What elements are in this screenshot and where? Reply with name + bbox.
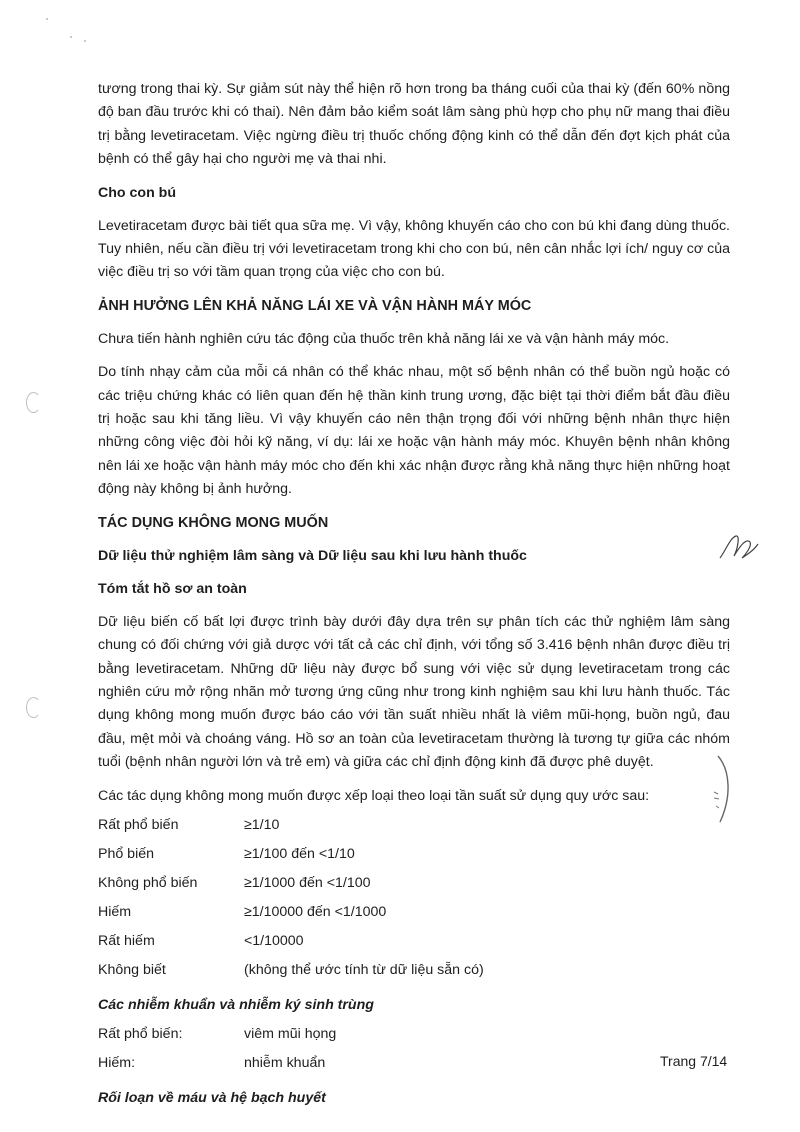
scan-speck: [46, 18, 48, 20]
frequency-table: [98, 814, 730, 988]
paragraph-pregnancy: tương trong thai kỳ. Sự giảm sút này thể hiện rõ hơn trong ba tháng cuối của thai kỳ (đến 60% nồng độ ban đầu trước khi có thai). Nên đảm bảo kiểm soát lâm sàng phù hợp cho phụ nữ mang thai điều trị bằng levetiracetam. Việc ngừng điều trị thuốc chống động kinh có thể dẫn đến đợt kịch phát của bệnh có thể gây hại cho người mẹ và thai nhi.: [98, 81, 730, 168]
infections-table: [98, 1023, 730, 1081]
table-row: [98, 1023, 730, 1052]
heading-blood-disorders: Rối loạn về máu và hệ bạch huyết: [98, 1089, 326, 1106]
frequency-range: ≥1/10: [244, 816, 280, 833]
frequency-range: (không thể ước tính từ dữ liệu sẵn có): [244, 961, 484, 978]
table-row: [98, 1052, 730, 1081]
paragraph-breastfeeding: Levetiracetam được bài tiết qua sữa mẹ. Vì vậy, không khuyến cáo cho con bú khi đang dùng thuốc. Tuy nhiên, nếu cần điều trị với levetiracetam trong khi cho con bú, nên cân nhắc lợi ích/ nguy cơ của việc điều trị so với tầm quan trọng của việc cho con bú.: [98, 217, 730, 281]
table-row: [98, 959, 730, 988]
paragraph-frequency-intro: Các tác dụng không mong muốn được xếp loại theo loại tần suất sử dụng quy ước sau:: [98, 787, 650, 804]
scan-speck: [70, 36, 72, 38]
adverse-effect: viêm mũi họng: [244, 1025, 337, 1042]
frequency-term: Không biết: [98, 961, 166, 978]
table-row: [98, 901, 730, 930]
frequency-range: ≥1/10000 đến <1/1000: [244, 903, 387, 920]
heading-breastfeeding: Cho con bú: [98, 184, 177, 201]
heading-driving: ẢNH HƯỞNG LÊN KHẢ NĂNG LÁI XE VÀ VẬN HÀNH MÁY MÓC: [98, 297, 532, 314]
paragraph-driving-2: Do tính nhạy cảm của mỗi cá nhân có thể khác nhau, một số bệnh nhân có thể buồn ngủ hoặc có các triệu chứng khác có liên quan đến hệ thần kinh trung ương, đặc biệt tại thời điểm bắt đầu điều trị hoặc sau khi tăng liều. Vì vậy khuyến cáo nên thận trọng đối với những bệnh nhân thực hiện những công việc đòi hỏi kỹ năng, ví dụ: lái xe hoặc vận hành máy móc. Khuyên bệnh nhân không nên lái xe hoặc vận hành máy móc cho đến khi xác nhận được rằng khả năng thực hiện những hoạt động này không bị ảnh hưởng.: [98, 364, 730, 498]
heading-clinical-data: Dữ liệu thử nghiệm lâm sàng và Dữ liệu sau khi lưu hành thuốc: [98, 547, 527, 564]
page-number: Trang 7/14: [660, 1053, 728, 1069]
paragraph-driving-1: Chưa tiến hành nghiên cứu tác động của thuốc trên khả năng lái xe và vận hành máy móc.: [98, 330, 670, 347]
heading-infections: Các nhiễm khuẩn và nhiễm ký sinh trùng: [98, 996, 374, 1013]
frequency-term: Không phổ biến: [98, 874, 198, 891]
frequency-term: Rất phổ biến:: [98, 1025, 183, 1042]
paragraph-safety-summary: Dữ liệu biến cố bất lợi được trình bày dưới đây dựa trên sự phân tích các thử nghiệm lâm sàng chung có đối chứng với giả dược với tất cả các chỉ định, với tổng số 3.416 bệnh nhân được điều trị bằng levetiracetam. Những dữ liệu này được bổ sung với việc sử dụng levetiracetam trong các nghiên cứu mở rộng nhãn mở tương ứng cũng như trong kinh nghiệm sau khi lưu hành thuốc. Tác dụng không mong muốn được báo cáo với tần suất nhiều nhất là viêm mũi-họng, buồn ngủ, đau đầu, mệt mỏi và choáng váng. Hồ sơ an toàn của levetiracetam thường là tương tự giữa các nhóm tuổi (bệnh nhân người lớn và trẻ em) và giữa các chỉ định động kinh đã được phê duyệt.: [98, 613, 730, 771]
table-row: [98, 930, 730, 959]
binder-hole-icon: [26, 697, 41, 718]
binder-hole-icon: [26, 392, 41, 413]
frequency-term: Hiếm: [98, 903, 132, 920]
page-content: [98, 78, 730, 1120]
frequency-term: Hiếm:: [98, 1054, 136, 1071]
frequency-range: ≥1/100 đến <1/10: [244, 845, 355, 862]
frequency-range: <1/10000: [244, 932, 304, 949]
heading-safety-summary: Tóm tắt hồ sơ an toàn: [98, 580, 247, 597]
table-row: [98, 843, 730, 872]
frequency-term: Rất hiếm: [98, 932, 155, 949]
table-row: [98, 872, 730, 901]
table-row: [98, 814, 730, 843]
heading-adverse-effects: TÁC DỤNG KHÔNG MONG MUỐN: [98, 514, 329, 531]
frequency-term: Phổ biến: [98, 845, 155, 862]
frequency-range: ≥1/1000 đến <1/100: [244, 874, 371, 891]
adverse-effect: nhiễm khuẩn: [244, 1054, 326, 1071]
frequency-term: Rất phổ biến: [98, 816, 179, 833]
scan-speck: [84, 40, 86, 42]
